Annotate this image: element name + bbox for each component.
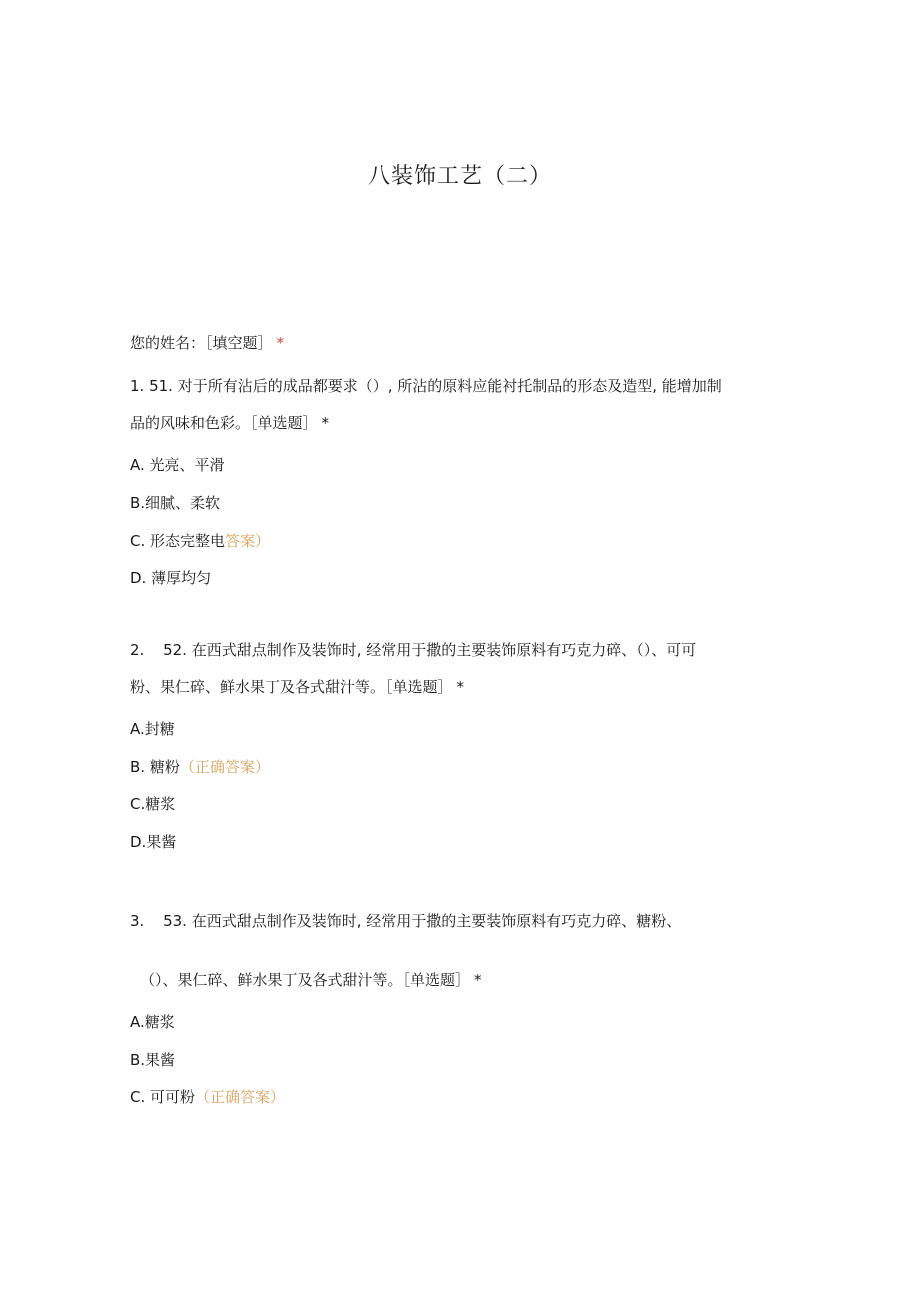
name-field[interactable] <box>130 333 284 353</box>
question-number: 3. <box>130 912 145 930</box>
correct-answer-tag: 答案） <box>225 532 271 550</box>
question-text: 品的风味和色彩。［单选题］ <box>130 414 318 432</box>
question-text: 粉、果仁碎、鲜水果丁及各式甜汁等。［单选题］ <box>130 678 453 696</box>
option-text: B.细腻、柔软 <box>130 494 221 512</box>
required-mark: * <box>321 414 330 432</box>
question-2-stem-line1 <box>130 640 696 660</box>
question-text: 52. 在西式甜点制作及装饰时, 经常用于撒的主要装饰原料有巧克力碎、（）、可可 <box>163 641 697 659</box>
correct-answer-tag: （正确答案） <box>179 758 270 776</box>
question-3-option-b[interactable] <box>130 1050 175 1070</box>
option-text: A.糖浆 <box>130 1013 175 1031</box>
question-1-option-c[interactable] <box>130 531 270 551</box>
option-text: B.果酱 <box>130 1051 176 1069</box>
question-text: 53. 在西式甜点制作及装饰时, 经常用于撒的主要装饰原料有巧克力碎、糖粉、 <box>163 912 682 930</box>
option-text: C.糖浆 <box>130 795 176 813</box>
option-text: B. 糖粉 <box>130 758 180 776</box>
question-1-option-d[interactable] <box>130 568 211 588</box>
option-text: A.封糖 <box>130 720 175 738</box>
option-text: A. 光亮、平滑 <box>130 456 225 474</box>
name-field-label: 您的姓名：［填空题］ <box>130 334 273 352</box>
question-1-stem-line1 <box>130 376 722 396</box>
question-3-stem-line1 <box>130 911 681 931</box>
question-text: （）、果仁碎、鲜水果丁及各式甜汁等。［单选题］ <box>140 971 471 989</box>
question-1-option-b[interactable] <box>130 493 220 513</box>
option-text: C. 形态完整电 <box>130 532 226 550</box>
question-number: 1. <box>130 377 145 395</box>
question-text: 51. 对于所有沾后的成品都要求（）, 所沾的原料应能衬托制品的形态及造型, 能增加制 <box>149 377 722 395</box>
question-2-option-c[interactable] <box>130 794 175 814</box>
question-1-stem-line2 <box>130 413 329 433</box>
question-3-stem-line2 <box>140 970 482 990</box>
question-3-option-a[interactable] <box>130 1012 175 1032</box>
question-2-option-a[interactable] <box>130 719 175 739</box>
option-text: C. 可可粉 <box>130 1088 196 1106</box>
required-mark: * <box>456 678 465 696</box>
question-2-stem-line2 <box>130 677 464 697</box>
question-2-option-b[interactable] <box>130 757 270 777</box>
question-2-option-d[interactable] <box>130 832 176 852</box>
question-number: 2. <box>130 641 145 659</box>
page-title: 八装饰工艺（二） <box>367 164 552 189</box>
question-1-option-a[interactable] <box>130 455 225 475</box>
required-mark: * <box>276 334 285 352</box>
correct-answer-tag: （正确答案） <box>195 1088 286 1106</box>
option-text: D.果酱 <box>130 833 177 851</box>
required-mark: * <box>474 971 482 989</box>
question-3-option-c[interactable] <box>130 1087 285 1107</box>
option-text: D. 薄厚均匀 <box>130 569 212 587</box>
